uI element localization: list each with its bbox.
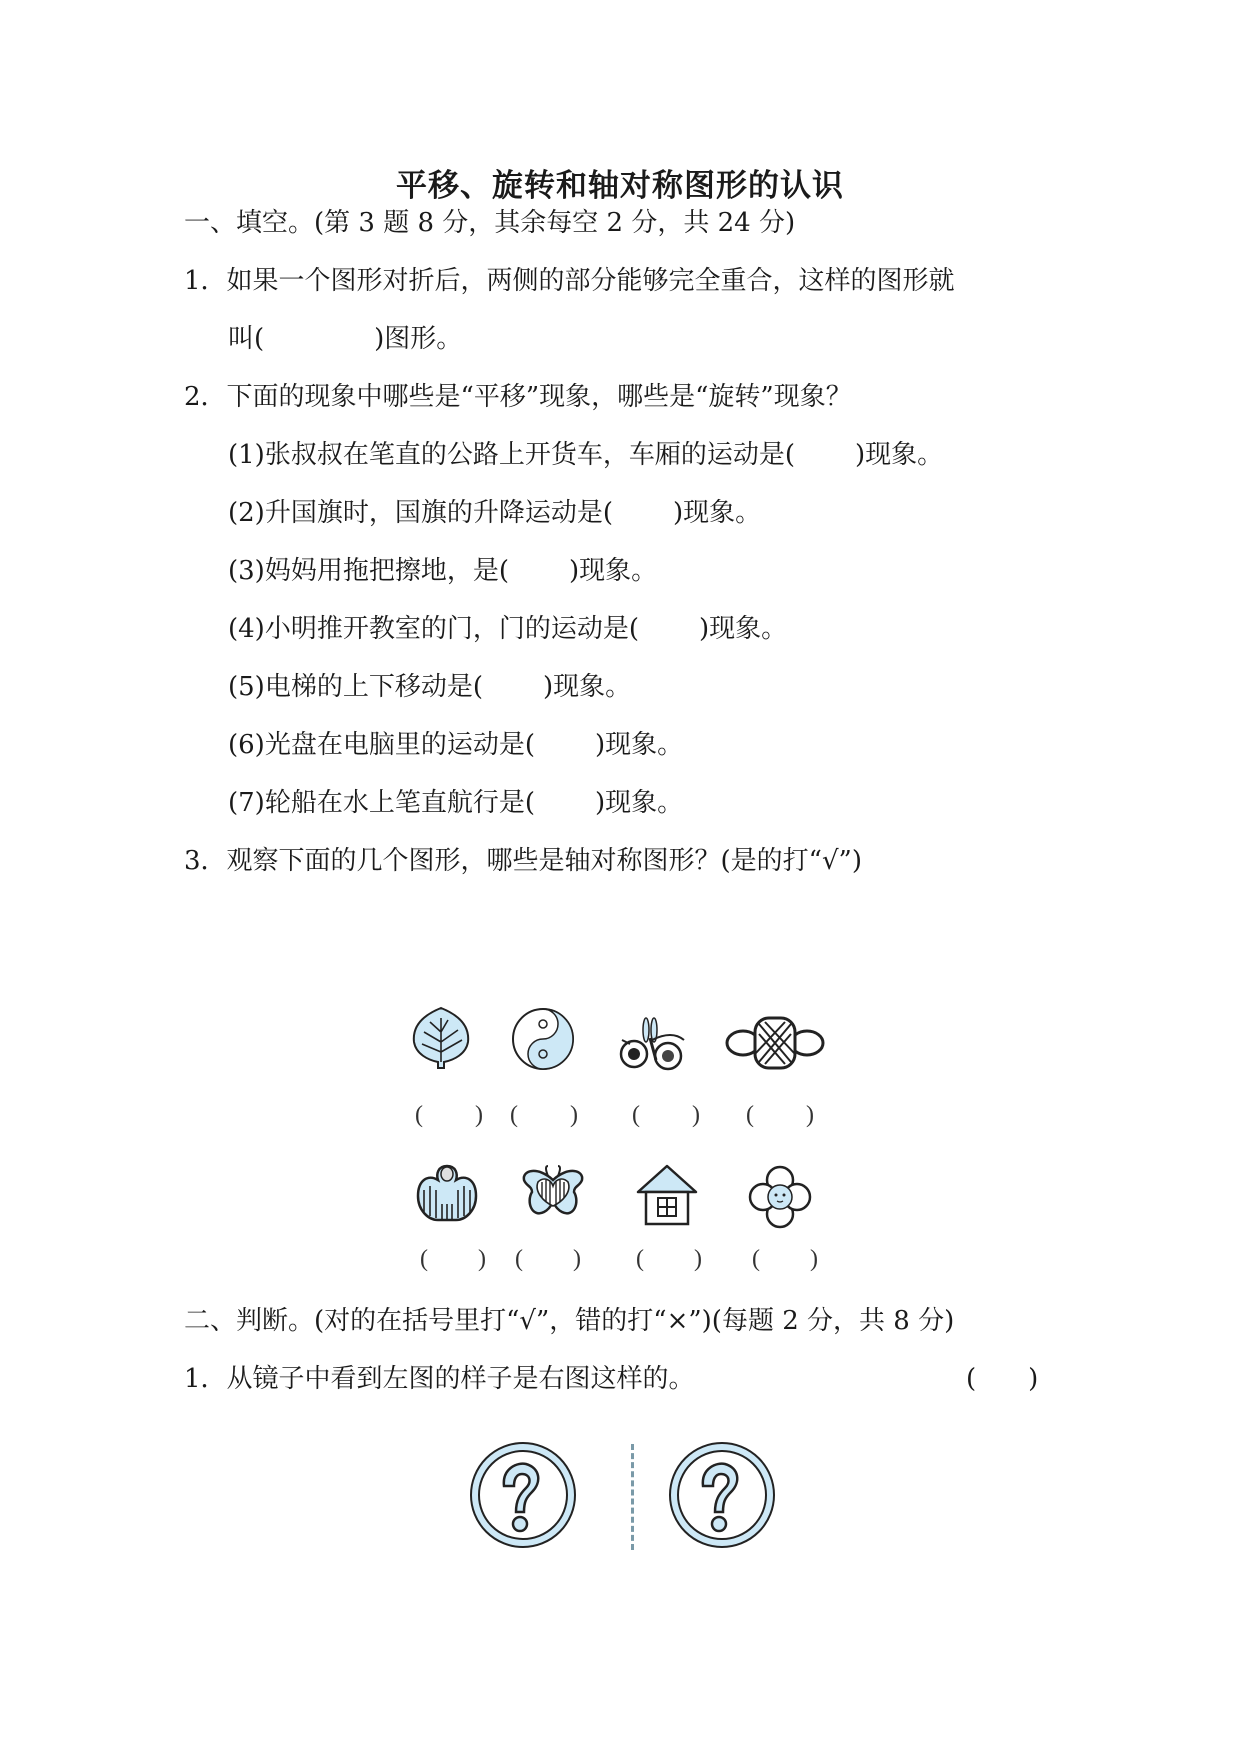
section1-heading: 一、填空。(第 3 题 8 分，其余每空 2 分，共 24 分) xyxy=(184,208,796,238)
butterfly-icon xyxy=(518,1162,588,1228)
q2-item-3 xyxy=(228,553,657,589)
q1-suffix: )图形。 xyxy=(374,324,463,354)
item-suffix: )现象。 xyxy=(672,498,762,528)
item-prefix: (3)妈妈用拖把擦地，是( xyxy=(228,556,509,586)
question-mark-icon xyxy=(468,1440,578,1550)
paren-open: ( xyxy=(415,1102,423,1128)
item-suffix: )现象。 xyxy=(594,730,684,760)
q1-prefix: 叫( xyxy=(228,324,265,354)
paren-open: ( xyxy=(632,1102,640,1128)
paren-close: ) xyxy=(478,1246,486,1272)
q2-item-5 xyxy=(228,669,631,705)
s2-q1-answer[interactable]: ( ) xyxy=(966,1364,1039,1394)
paren-close: ) xyxy=(806,1102,814,1128)
paren-open: ( xyxy=(636,1246,644,1272)
q2-item-4 xyxy=(228,611,787,647)
paren-close: ) xyxy=(475,1102,483,1128)
item-suffix: )现象。 xyxy=(594,788,684,818)
item-suffix: )现象。 xyxy=(542,672,632,702)
leaf-icon xyxy=(408,1004,474,1070)
mirror-axis-line xyxy=(631,1444,634,1550)
paren-open: ( xyxy=(746,1102,754,1128)
item-suffix: )现象。 xyxy=(568,556,658,586)
q2-item-6 xyxy=(228,727,683,763)
s2-q1-text: 1．从镜子中看到左图的样子是右图这样的。 xyxy=(184,1364,695,1394)
paren-close: ) xyxy=(573,1246,581,1272)
q3-stem: 3．观察下面的几个图形，哪些是轴对称图形？(是的打“√”) xyxy=(184,846,862,876)
paren-open: ( xyxy=(515,1246,523,1272)
yin-yang-icon xyxy=(510,1006,576,1072)
paren-close: ) xyxy=(694,1246,702,1272)
paren-close: ) xyxy=(810,1246,818,1272)
q1-line2 xyxy=(228,321,462,357)
item-prefix: (1)张叔叔在笔直的公路上开货车，车厢的运动是( xyxy=(228,440,795,470)
paren-open: ( xyxy=(420,1246,428,1272)
item-prefix: (6)光盘在电脑里的运动是( xyxy=(228,730,535,760)
item-prefix: (7)轮船在水上笔直航行是( xyxy=(228,788,535,818)
dragonfly-flowers-icon xyxy=(612,1010,692,1076)
paren-close: ) xyxy=(692,1102,700,1128)
eagle-icon xyxy=(414,1160,480,1226)
house-icon xyxy=(634,1162,700,1228)
q2-item-2 xyxy=(228,495,761,531)
question-mark-icon xyxy=(667,1440,777,1550)
item-suffix: )现象。 xyxy=(854,440,944,470)
item-prefix: (5)电梯的上下移动是( xyxy=(228,672,483,702)
item-suffix: )现象。 xyxy=(698,614,788,644)
section2-heading: 二、判断。(对的在括号里打“√”，错的打“×”)(每题 2 分，共 8 分) xyxy=(184,1306,955,1336)
q1-line1: 1．如果一个图形对折后，两侧的部分能够完全重合，这样的图形就 xyxy=(184,266,955,296)
paren-open: ( xyxy=(752,1246,760,1272)
q2-stem: 2．下面的现象中哪些是“平移”现象，哪些是“旋转”现象？ xyxy=(184,382,852,412)
chinese-knot-icon xyxy=(725,1010,825,1076)
paren-open: ( xyxy=(510,1102,518,1128)
paren-close: ) xyxy=(570,1102,578,1128)
item-prefix: (4)小明推开教室的门，门的运动是( xyxy=(228,614,639,644)
q2-item-1 xyxy=(228,437,943,473)
item-prefix: (2)升国旗时，国旗的升降运动是( xyxy=(228,498,613,528)
page-title: 平移、旋转和轴对称图形的认识 xyxy=(396,168,844,204)
flower-face-icon xyxy=(747,1164,813,1230)
q2-item-7 xyxy=(228,785,683,821)
